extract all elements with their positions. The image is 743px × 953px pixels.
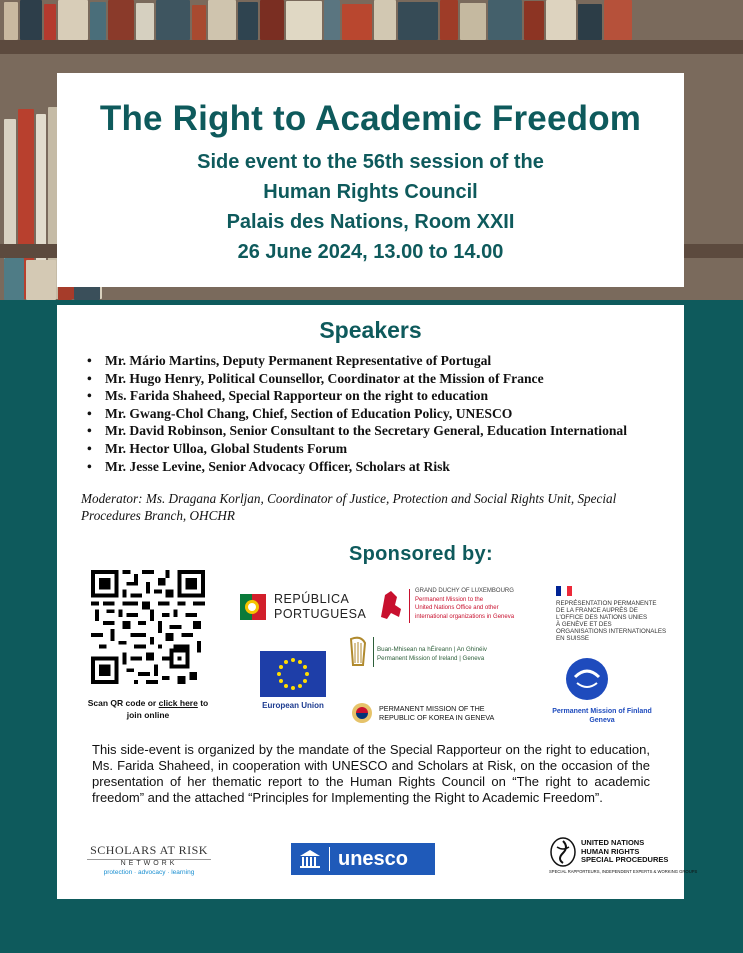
unesco-logo <box>291 843 435 875</box>
finland-caption: Permanent Mission of Finland Geneva <box>552 708 652 724</box>
unesco-temple-icon <box>299 849 321 869</box>
event-title: The Right to Academic Freedom <box>99 99 642 138</box>
harp-icon <box>347 635 369 669</box>
ireland-line2: Permanent Mission of Ireland | Geneva <box>377 655 485 662</box>
speaker-list <box>87 352 677 475</box>
france-line2: DE LA FRANCE AUPRÈS DE <box>556 607 638 614</box>
un-human-rights-logo <box>549 837 698 874</box>
moderator-text: Moderator: Ms. Dragana Korljan, Coordinator of Justice, Protection and Social Rights Unit, Special Procedures Branch, OHCHR <box>81 491 617 523</box>
luxembourg-line4: international organizations in Geneva <box>415 613 515 620</box>
un-text <box>581 839 668 865</box>
speaker-item: • Mr. Jesse Levine, Senior Advocacy Officer, Scholars at Risk <box>87 458 677 476</box>
scholars-at-risk-logo <box>87 843 211 876</box>
title-box <box>57 73 684 287</box>
luxembourg-line3: United Nations Office and other <box>415 605 499 611</box>
un-line2: HUMAN RIGHTS <box>581 846 640 856</box>
finland-logo <box>552 657 652 724</box>
ireland-text <box>377 645 487 663</box>
portugal-text <box>274 592 366 622</box>
france-text <box>556 600 666 642</box>
un-small-text: SPECIAL RAPPORTEURS, INDEPENDENT EXPERTS & WORKING GROUPS <box>549 869 698 874</box>
france-line1: REPRÉSENTATION PERMANENTE <box>556 600 657 607</box>
speaker-item: • Mr. David Robinson, Senior Consultant to the Secretary General, Education International <box>87 422 677 440</box>
france-line5: ORGANISATIONS INTERNATIONALES <box>556 628 667 635</box>
eu-caption: European Union <box>262 701 324 710</box>
event-venue: Palais des Nations, Room XXII <box>226 211 515 233</box>
france-line6: EN SUISSE <box>556 635 590 642</box>
speaker-item: • Ms. Farida Shaheed, Special Rapporteur on the right to education <box>87 387 677 405</box>
speaker-item: • Mr. Gwang-Chol Chang, Chief, Section of Education Policy, UNESCO <box>87 405 677 423</box>
korea-logo <box>351 700 511 728</box>
luxembourg-text <box>415 587 514 621</box>
un-line1: UNITED NATIONS <box>581 838 645 847</box>
eu-flag-icon <box>260 651 326 697</box>
qr-code[interactable] <box>91 570 205 684</box>
ireland-line1: Buan-Mhisean na hÉireann | An Ghinéiv <box>377 646 487 653</box>
event-subtitle-line2: Human Rights Council <box>263 181 478 203</box>
qr-caption-pre: Scan QR code or <box>87 698 159 708</box>
shelf-plank <box>0 40 743 54</box>
sar-title: SCHOLARS AT RISK <box>90 843 208 857</box>
sar-tagline: protection · advocacy · learning <box>103 869 195 876</box>
portugal-line1: REPÚBLICA <box>274 592 350 606</box>
speaker-item: • Mr. Hector Ulloa, Global Students Forum <box>87 440 677 458</box>
finland-globe-icon <box>565 657 609 701</box>
sar-network: NETWORK <box>87 859 211 867</box>
portugal-line2: PORTUGUESA <box>274 607 367 621</box>
speaker-item: • Mr. Mário Martins, Deputy Permanent Representative of Portugal <box>87 352 677 370</box>
france-logo <box>556 586 676 642</box>
portugal-logo <box>240 590 370 626</box>
france-flag-icon <box>556 586 572 596</box>
korea-line2: REPUBLIC OF KOREA IN GENEVA <box>379 713 495 722</box>
qr-caption <box>81 697 215 721</box>
un-line3: SPECIAL PROCEDURES <box>581 855 669 864</box>
join-online-link[interactable]: click here <box>158 698 198 708</box>
unesco-text: unesco <box>338 847 409 870</box>
eu-logo <box>260 651 330 715</box>
luxembourg-line2: Permanent Mission to the <box>415 596 484 603</box>
france-line4: À GENÈVE ET DES <box>556 621 612 628</box>
ireland-logo <box>347 635 527 673</box>
book-row-top <box>0 0 743 40</box>
luxembourg-lion-icon <box>375 587 407 623</box>
speaker-item: • Mr. Hugo Henry, Political Counsellor, Coordinator at the Mission of France <box>87 370 677 388</box>
portugal-emblem-icon <box>240 590 270 624</box>
un-human-rights-emblem-icon <box>549 837 577 867</box>
event-description: This side-event is organized by the mandate of the Special Rapporteur on the right to education, Ms. Farida Shaheed, in cooperation with UNESCO and Scholars at Risk, on the occasion of the presentation of her thematic report to the Human Rights Council on “The right to academic freedom” and the attached “Principles for Implementing the Right to Academic Freedom”. <box>92 742 650 805</box>
korea-line1: PERMANENT MISSION OF THE <box>379 704 485 713</box>
korea-emblem-icon <box>351 702 373 724</box>
event-subtitle-line1: Side event to the 56th session of the <box>197 151 544 173</box>
korea-text <box>379 704 494 722</box>
luxembourg-line1: GRAND DUCHY OF LUXEMBOURG <box>415 588 514 594</box>
qr-caption-post: to join online <box>126 698 209 720</box>
main-panel <box>57 305 698 899</box>
luxembourg-logo <box>375 587 535 627</box>
sponsored-heading: Sponsored by: <box>349 543 493 565</box>
france-line3: L'OFFICE DES NATIONS UNIES <box>556 614 648 621</box>
speakers-heading: Speakers <box>319 317 422 343</box>
event-datetime: 26 June 2024, 13.00 to 14.00 <box>237 241 504 263</box>
